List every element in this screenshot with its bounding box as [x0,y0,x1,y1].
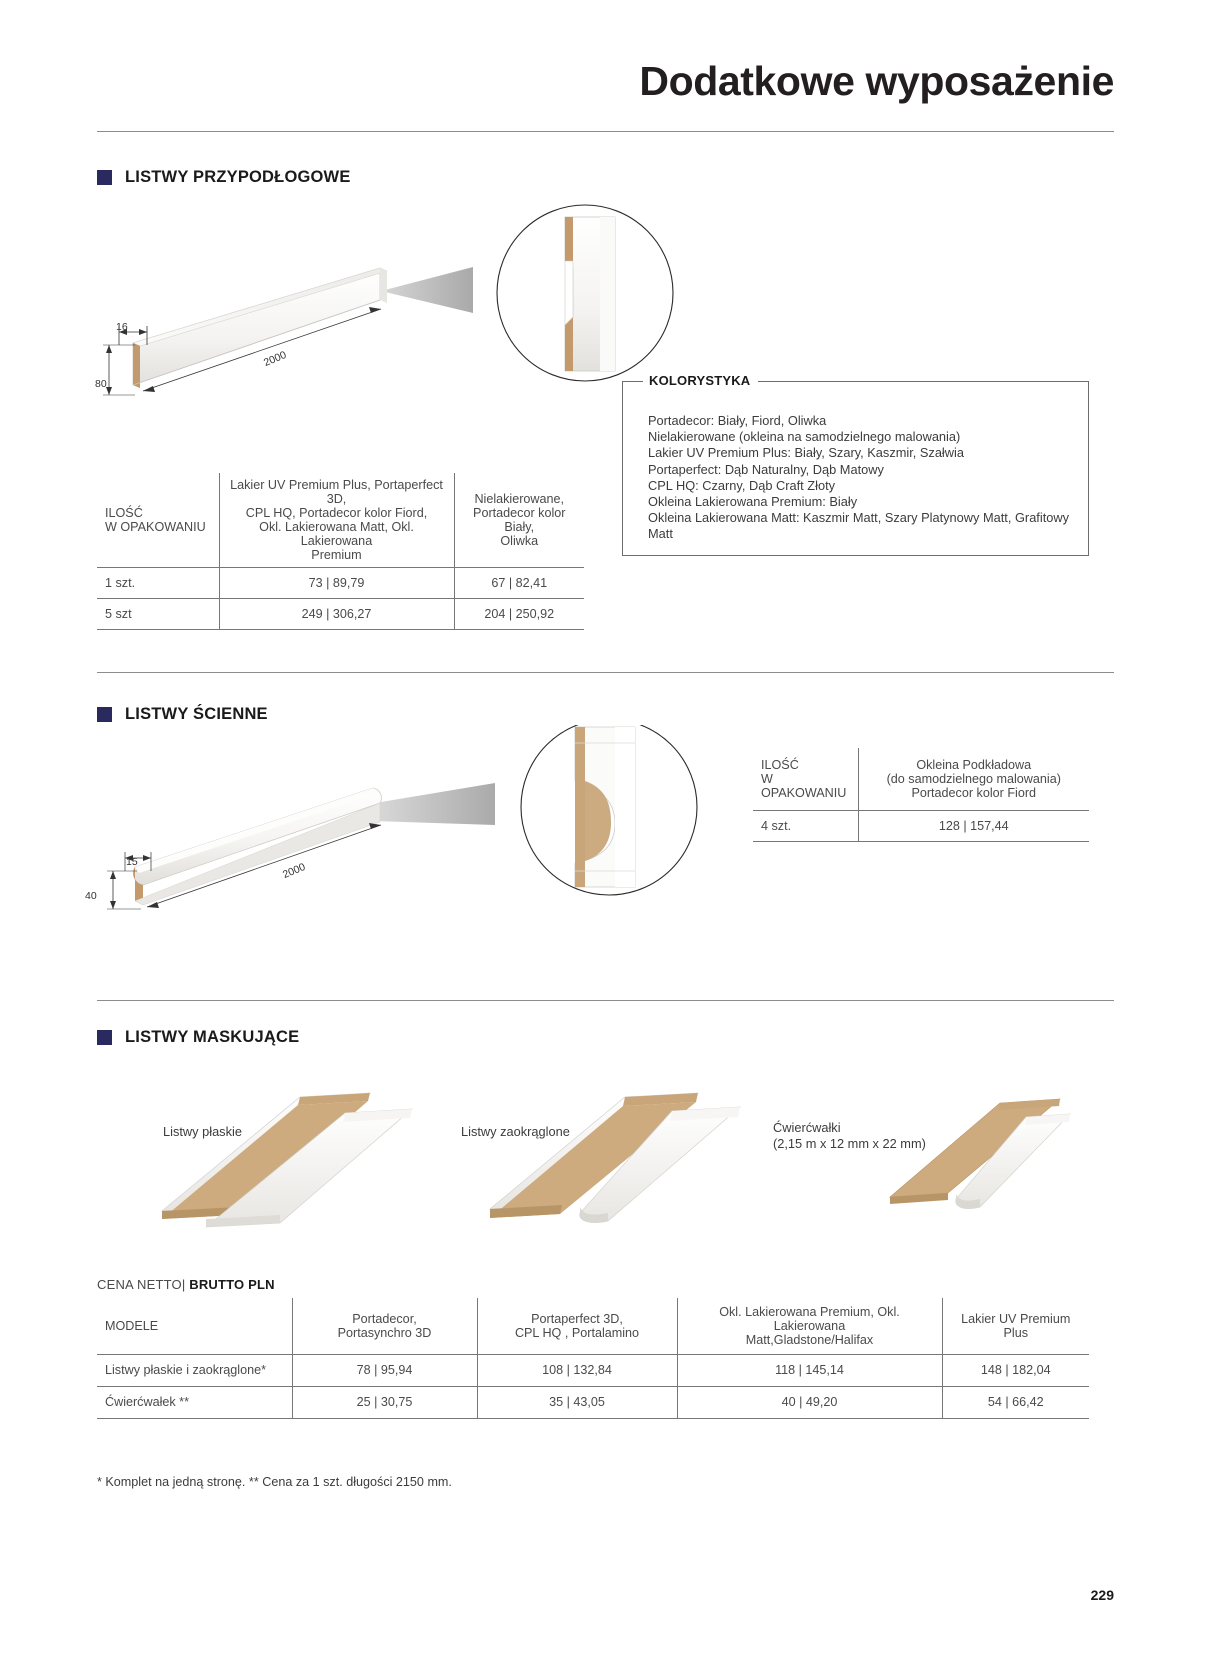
header-unlacq-line2: Portadecor kolor Biały, [473,506,566,534]
cell-price: 128 | 157,44 [858,810,1089,841]
price-note-brutto: BRUTTO PLN [189,1277,275,1292]
cell-price-unlacquered: 204 | 250,92 [454,599,584,630]
header-line2: Matt,Gladstone/Halifax [745,1332,874,1347]
section-heading-wall [97,705,268,724]
spacer-cell [97,1418,292,1419]
kolorystyka-line: Okleina Lakierowana Premium: Biały [648,494,858,510]
header-qty-line2: W OPAKOWANIU [105,520,206,534]
square-bullet-icon [97,170,112,185]
kolorystyka-line: Portaperfect: Dąb Naturalny, Dąb Matowy [648,461,884,477]
spacer-cell [292,1418,477,1419]
table-row [97,599,584,630]
kolorystyka-line: Lakier UV Premium Plus: Biały, Szary, Kaszmir, Szałwia [648,445,964,461]
wall-price-table [753,748,1089,842]
header-qty-line1: ILOŚĆ [761,757,799,772]
header-qty-line1: ILOŚĆ [105,506,143,520]
cell-qty: 4 szt. [753,810,858,841]
header-cell-portaperfect [477,1298,677,1354]
cell-price-unlacquered: 67 | 82,41 [454,568,584,599]
rounded-strips-illustration [450,1085,750,1235]
table-bottom-border [753,841,1089,842]
header-line1: Okl. Lakierowana Premium, Okl. Lakierowana [719,1304,900,1333]
header-cell-veneer [858,748,1089,810]
header-veneer-line1: Okleina Podkładowa [916,757,1032,772]
header-cell-lacquered [219,473,454,568]
header-lacq-line1: Lakier UV Premium Plus, Portaperfect 3D, [230,478,443,506]
header-lacq-line3: Okl. Lakierowana Matt, Okl. Lakierowana [259,520,414,548]
header-qty-line2: W OPAKOWANIU [761,771,847,800]
section-divider-1 [97,672,1114,673]
table-row [97,568,584,599]
skirting-price-table [97,473,584,630]
header-unlacq-line1: Nielakierowane, [474,492,565,506]
spacer-cell [477,1418,677,1419]
skirting-dim-height: 80 [95,378,107,390]
table-footnote: * Komplet na jedną stronę. ** Cena za 1 szt. długości 2150 mm. [97,1475,452,1489]
masking-price-table [97,1298,1089,1419]
cell-price-portaperfect: 108 | 132,84 [477,1354,677,1386]
header-lacq-line4: Premium [311,548,362,562]
cell-model: Listwy płaskie i zaokrąglone* [97,1354,292,1386]
spacer-cell [454,630,584,631]
header-line1: Lakier UV Premium Plus [961,1311,1071,1340]
header-cell-okleina [677,1298,942,1354]
table-header-row [753,748,1089,810]
header-line1: Portaperfect 3D, [531,1311,623,1326]
wall-dim-height: 40 [85,890,97,902]
kolorystyka-box [622,373,1089,556]
spacer-cell [677,1418,942,1419]
price-note-netto: CENA NETTO [97,1277,182,1292]
section-divider-2 [97,1000,1114,1001]
header-cell-unlacquered [454,473,584,568]
spacer-cell [942,1418,1089,1419]
header-line2: Portasynchro 3D [337,1325,432,1340]
cell-price-lakier: 54 | 66,42 [942,1386,1089,1418]
header-cell-models: MODELE [105,1318,159,1333]
header-veneer-line2: (do samodzielnego malowania) [886,771,1061,786]
wall-dim-width: 15 [126,856,138,868]
section-heading-masking [97,1028,299,1047]
price-note [97,1277,275,1292]
spacer-cell [97,630,219,631]
section-heading-skirting-label: LISTWY PRZYPODŁOGOWE [125,168,351,186]
table-row [97,1386,1089,1418]
header-veneer-line3: Portadecor kolor Fiord [911,785,1037,800]
wall-moulding-illustration [75,725,715,940]
page-header [0,58,1211,128]
header-line2: CPL HQ , Portalamino [514,1325,640,1340]
header-cell-portadecor [292,1298,477,1354]
table-header-row [97,1298,1089,1354]
kolorystyka-line: Nielakierowane (okleina na samodzielnego malowania) [648,429,961,445]
spacer-cell [753,841,858,842]
spacer-cell [219,630,454,631]
header-unlacq-line3: Oliwka [500,534,539,548]
caption-line1: Ćwierćwałki [773,1120,841,1135]
cell-price-portadecor: 25 | 30,75 [292,1386,477,1418]
skirting-dim-length: 2000 [262,348,289,370]
flat-strips-illustration [120,1085,430,1235]
caption-line1: Listwy płaskie [163,1124,242,1139]
section-heading-masking-label: LISTWY MASKUJĄCE [125,1028,300,1046]
caption-line2: (2,15 m x 12 mm x 22 mm) [773,1136,926,1151]
cell-qty: 5 szt [97,599,219,630]
header-cell-qty [753,748,858,810]
wall-dim-length: 2000 [281,860,308,882]
cell-price-okleina: 118 | 145,14 [677,1354,942,1386]
cell-price-lakier: 148 | 182,04 [942,1354,1089,1386]
cell-qty: 1 szt. [97,568,219,599]
cell-model: Ćwierćwałek ** [97,1386,292,1418]
price-note-separator: | [181,1277,190,1292]
section-heading-skirting [97,168,351,187]
skirting-dim-width: 16 [116,321,128,333]
quarter-round-illustration [830,1095,1080,1225]
cell-price-okleina: 40 | 49,20 [677,1386,942,1418]
square-bullet-icon [97,707,112,722]
kolorystyka-legend: KOLORYSTYKA [643,373,758,388]
cell-price-lacquered: 73 | 89,79 [219,568,454,599]
header-cell-qty [97,473,219,568]
kolorystyka-line: Okleina Lakierowana Matt: Kaszmir Matt, Szary Platynowy Matt, Grafitowy Matt [648,510,1070,542]
table-bottom-border [97,630,584,631]
page-number: 229 [1090,1587,1114,1603]
cell-price-portaperfect: 35 | 43,05 [477,1386,677,1418]
section-heading-wall-label: LISTWY ŚCIENNE [125,705,268,723]
header-line1: Portadecor, [352,1311,417,1326]
spacer-cell [858,841,1089,842]
page-title: Dodatkowe wyposażenie [639,58,1114,104]
cell-price-lacquered: 249 | 306,27 [219,599,454,630]
kolorystyka-line: Portadecor: Biały, Fiord, Oliwka [648,413,827,428]
table-bottom-border [97,1418,1089,1419]
header-cell-lakier [942,1298,1089,1354]
header-divider [97,131,1114,132]
caption-line1: Listwy zaokrąglone [461,1124,570,1139]
kolorystyka-line: CPL HQ: Czarny, Dąb Craft Złoty [648,477,836,493]
table-row [97,1354,1089,1386]
header-lacq-line2: CPL HQ, Portadecor kolor Fiord, [245,506,428,520]
table-header-row [97,473,584,568]
table-row [753,810,1089,841]
square-bullet-icon [97,1030,112,1045]
kolorystyka-body [648,413,1078,543]
cell-price-portadecor: 78 | 95,94 [292,1354,477,1386]
